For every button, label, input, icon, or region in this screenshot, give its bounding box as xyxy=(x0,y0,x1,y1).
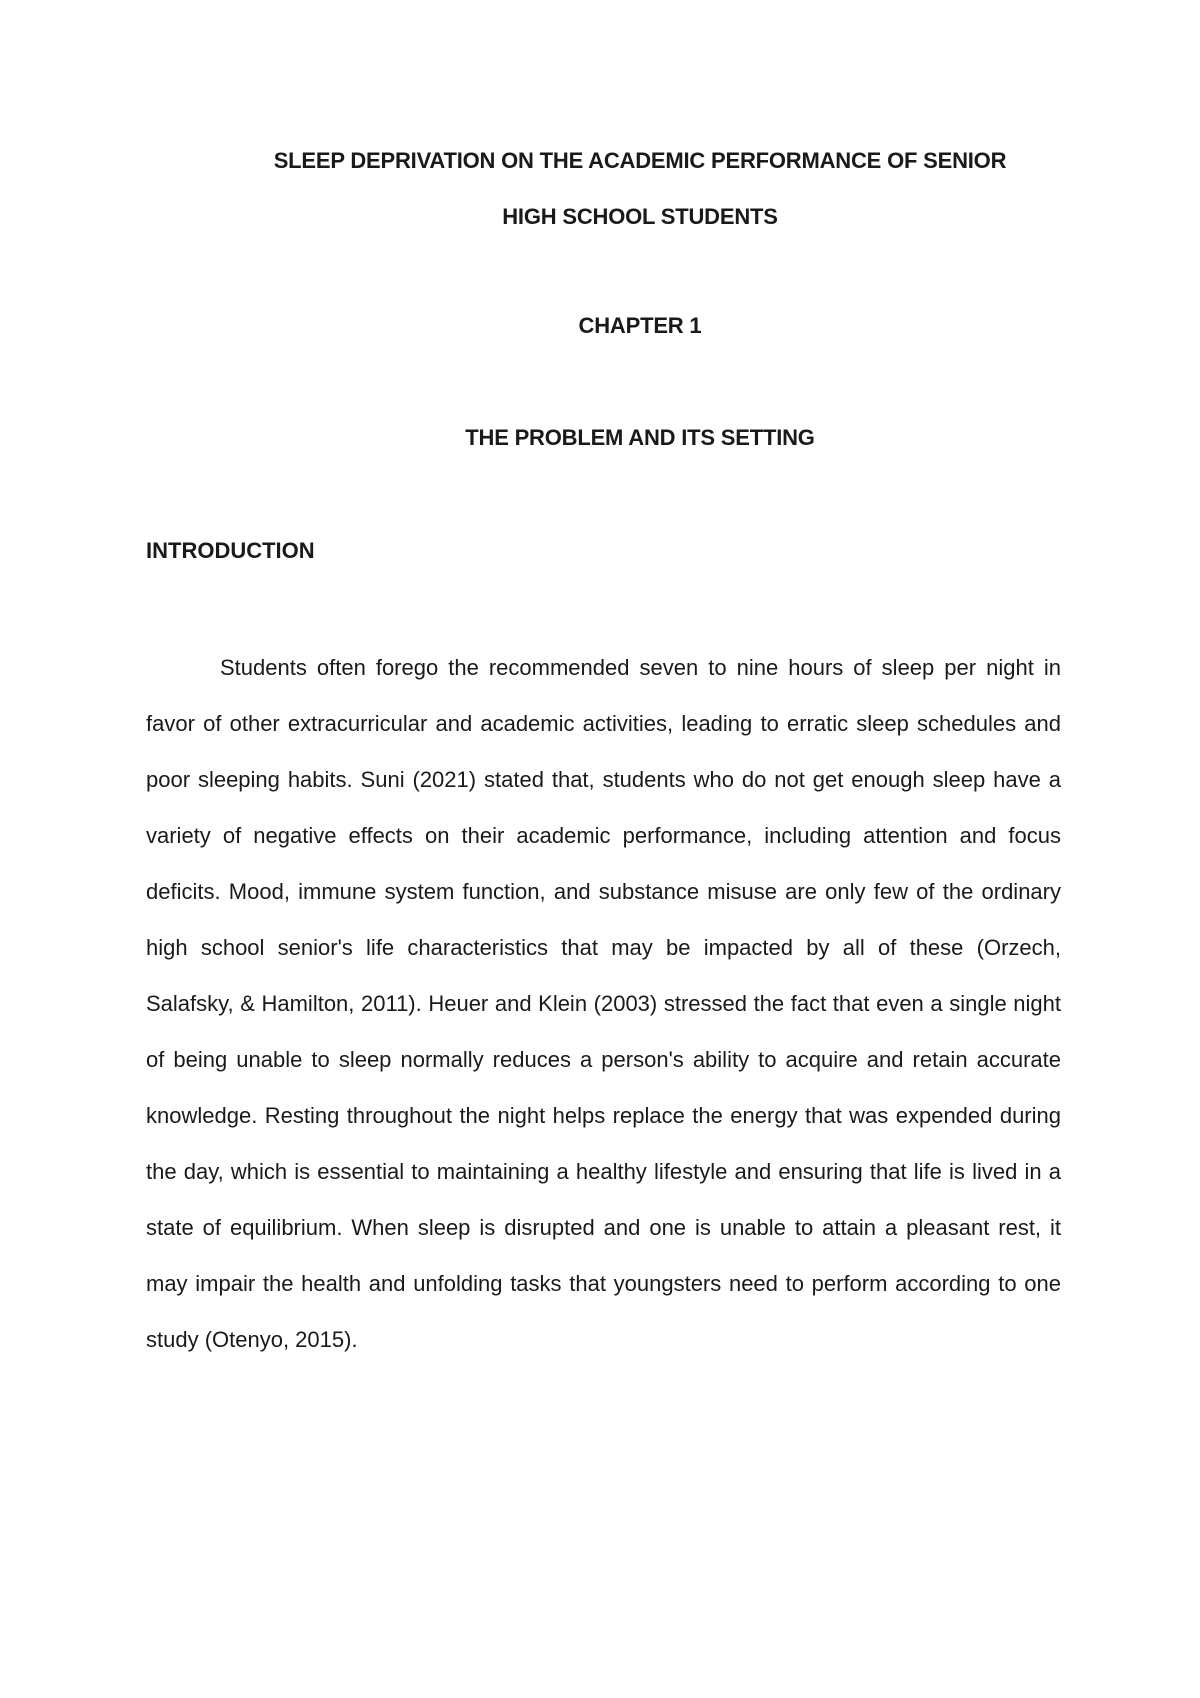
document-title-line-1: SLEEP DEPRIVATION ON THE ACADEMIC PERFORMANCE OF SENIOR xyxy=(273,148,1007,173)
introduction-paragraph: Students often forego the recommended seven to nine hours of sleep per night in favor of other extracurricular and academic activities, leading to erratic sleep schedules and poor sleeping habits. Suni (2021) stated that, students who do not get enough sleep have a variety of negative effects on their academic performance, including attention and focus deficits. Mood, immune system function, and substance misuse are only few of the ordinary high school senior's life characteristics that may be impacted by all of these (Orzech, Salafsky, & Hamilton, 2011). Heuer and Klein (2003) stressed the fact that even a single night of being unable to sleep normally reduces a person's ability to acquire and retain accurate knowledge. Resting throughout the night helps replace the energy that was expended during the day, which is essential to maintaining a healthy lifestyle and ensuring that life is lived in a state of equilibrium. When sleep is disrupted and one is unable to attain a pleasant rest, it may impair the health and unfolding tasks that youngsters need to perform according to one study (Otenyo, 2015). xyxy=(146,655,1061,1352)
document-title-line-2: HIGH SCHOOL STUDENTS xyxy=(502,204,778,229)
section-heading-introduction: INTRODUCTION xyxy=(146,538,315,563)
chapter-heading: CHAPTER 1 xyxy=(578,313,702,338)
chapter-title: THE PROBLEM AND ITS SETTING xyxy=(465,425,815,450)
